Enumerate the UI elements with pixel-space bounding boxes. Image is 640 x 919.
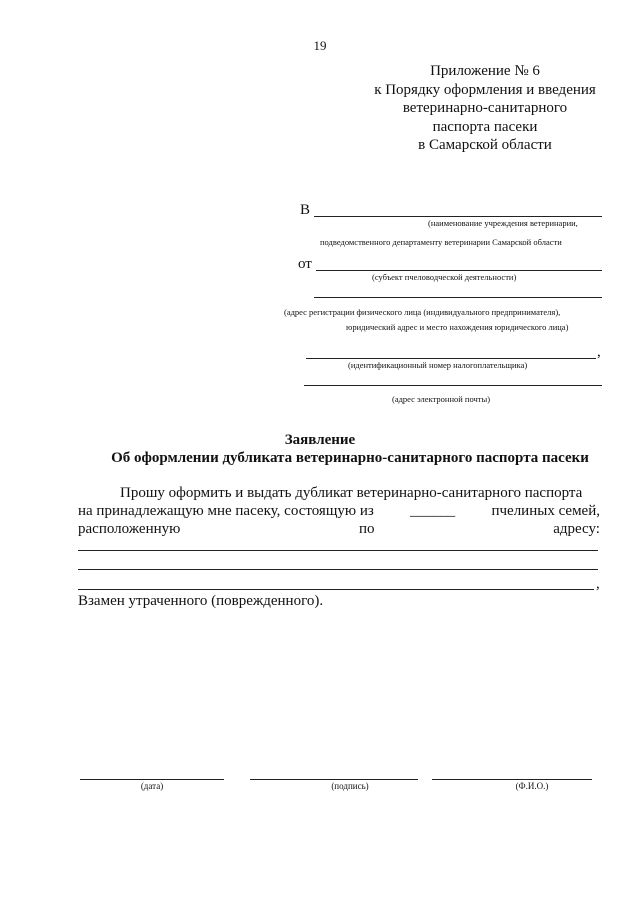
inn-field-line — [306, 358, 596, 359]
address-hint-1: (адрес регистрации физического лица (индивидуального предпринимателя), — [284, 307, 561, 317]
document-subtitle: Об оформлении дубликата ветеринарно-санитарного паспорта пасеки — [111, 450, 589, 466]
bee-families-blank: ______ — [410, 503, 456, 519]
name-label: (Ф.И.О.) — [515, 781, 549, 791]
body-line-3-text-a: расположенную — [78, 521, 181, 537]
address-comma: , — [596, 576, 600, 592]
inn-hint: (идентификационный номер налогоплательщика) — [348, 360, 528, 370]
date-label: (дата) — [140, 781, 164, 791]
address-line-3 — [78, 589, 594, 590]
appendix-line: паспорта пасеки — [432, 118, 538, 135]
address-line-2 — [78, 569, 598, 570]
signature-line — [250, 779, 418, 780]
body-line-3 — [78, 520, 600, 538]
page-number: 19 — [313, 38, 327, 53]
from-hint: (субъект пчеловодческой деятельности) — [372, 272, 517, 282]
body-line-1: Прошу оформить и выдать дубликат ветеринарно-санитарного паспорта — [120, 485, 583, 501]
email-field-line — [304, 385, 602, 386]
body-line-3-text-b: по — [359, 521, 375, 537]
address-line-1 — [78, 550, 598, 551]
name-line — [432, 779, 592, 780]
body-line-2-text-b: пчелиных семей, — [491, 503, 600, 519]
to-hint-1: (наименование учреждения ветеринарии, — [428, 218, 578, 228]
to-hint-2: подведомственного департаменту ветеринарии Самарской области — [320, 237, 562, 247]
appendix-line: Приложение № 6 — [430, 63, 540, 79]
from-label: от — [298, 256, 312, 272]
signature-label: (подпись) — [331, 781, 369, 791]
address-hint-2: юридический адрес и место нахождения юридического лица) — [346, 322, 569, 332]
body-line-3-text-c: адресу: — [553, 521, 600, 537]
body-line-2-text-a: на принадлежащую мне пасеку, состоящую из — [78, 503, 374, 519]
date-line — [80, 779, 224, 780]
document-title: Заявление — [284, 432, 356, 448]
body-line-last: Взамен утраченного (поврежденного). — [78, 593, 324, 609]
appendix-line: в Самарской области — [418, 137, 552, 153]
email-hint: (адрес электронной почты) — [392, 394, 491, 404]
appendix-block — [360, 62, 610, 155]
from-field-line — [316, 270, 602, 271]
body-line-2 — [78, 502, 600, 520]
address-field-line — [314, 297, 602, 298]
to-field-line — [314, 216, 602, 217]
appendix-line: к Порядку оформления и введения — [374, 81, 596, 98]
appendix-line: ветеринарно-санитарного — [402, 100, 568, 116]
inn-comma: , — [597, 344, 601, 360]
to-label: В — [300, 202, 311, 218]
